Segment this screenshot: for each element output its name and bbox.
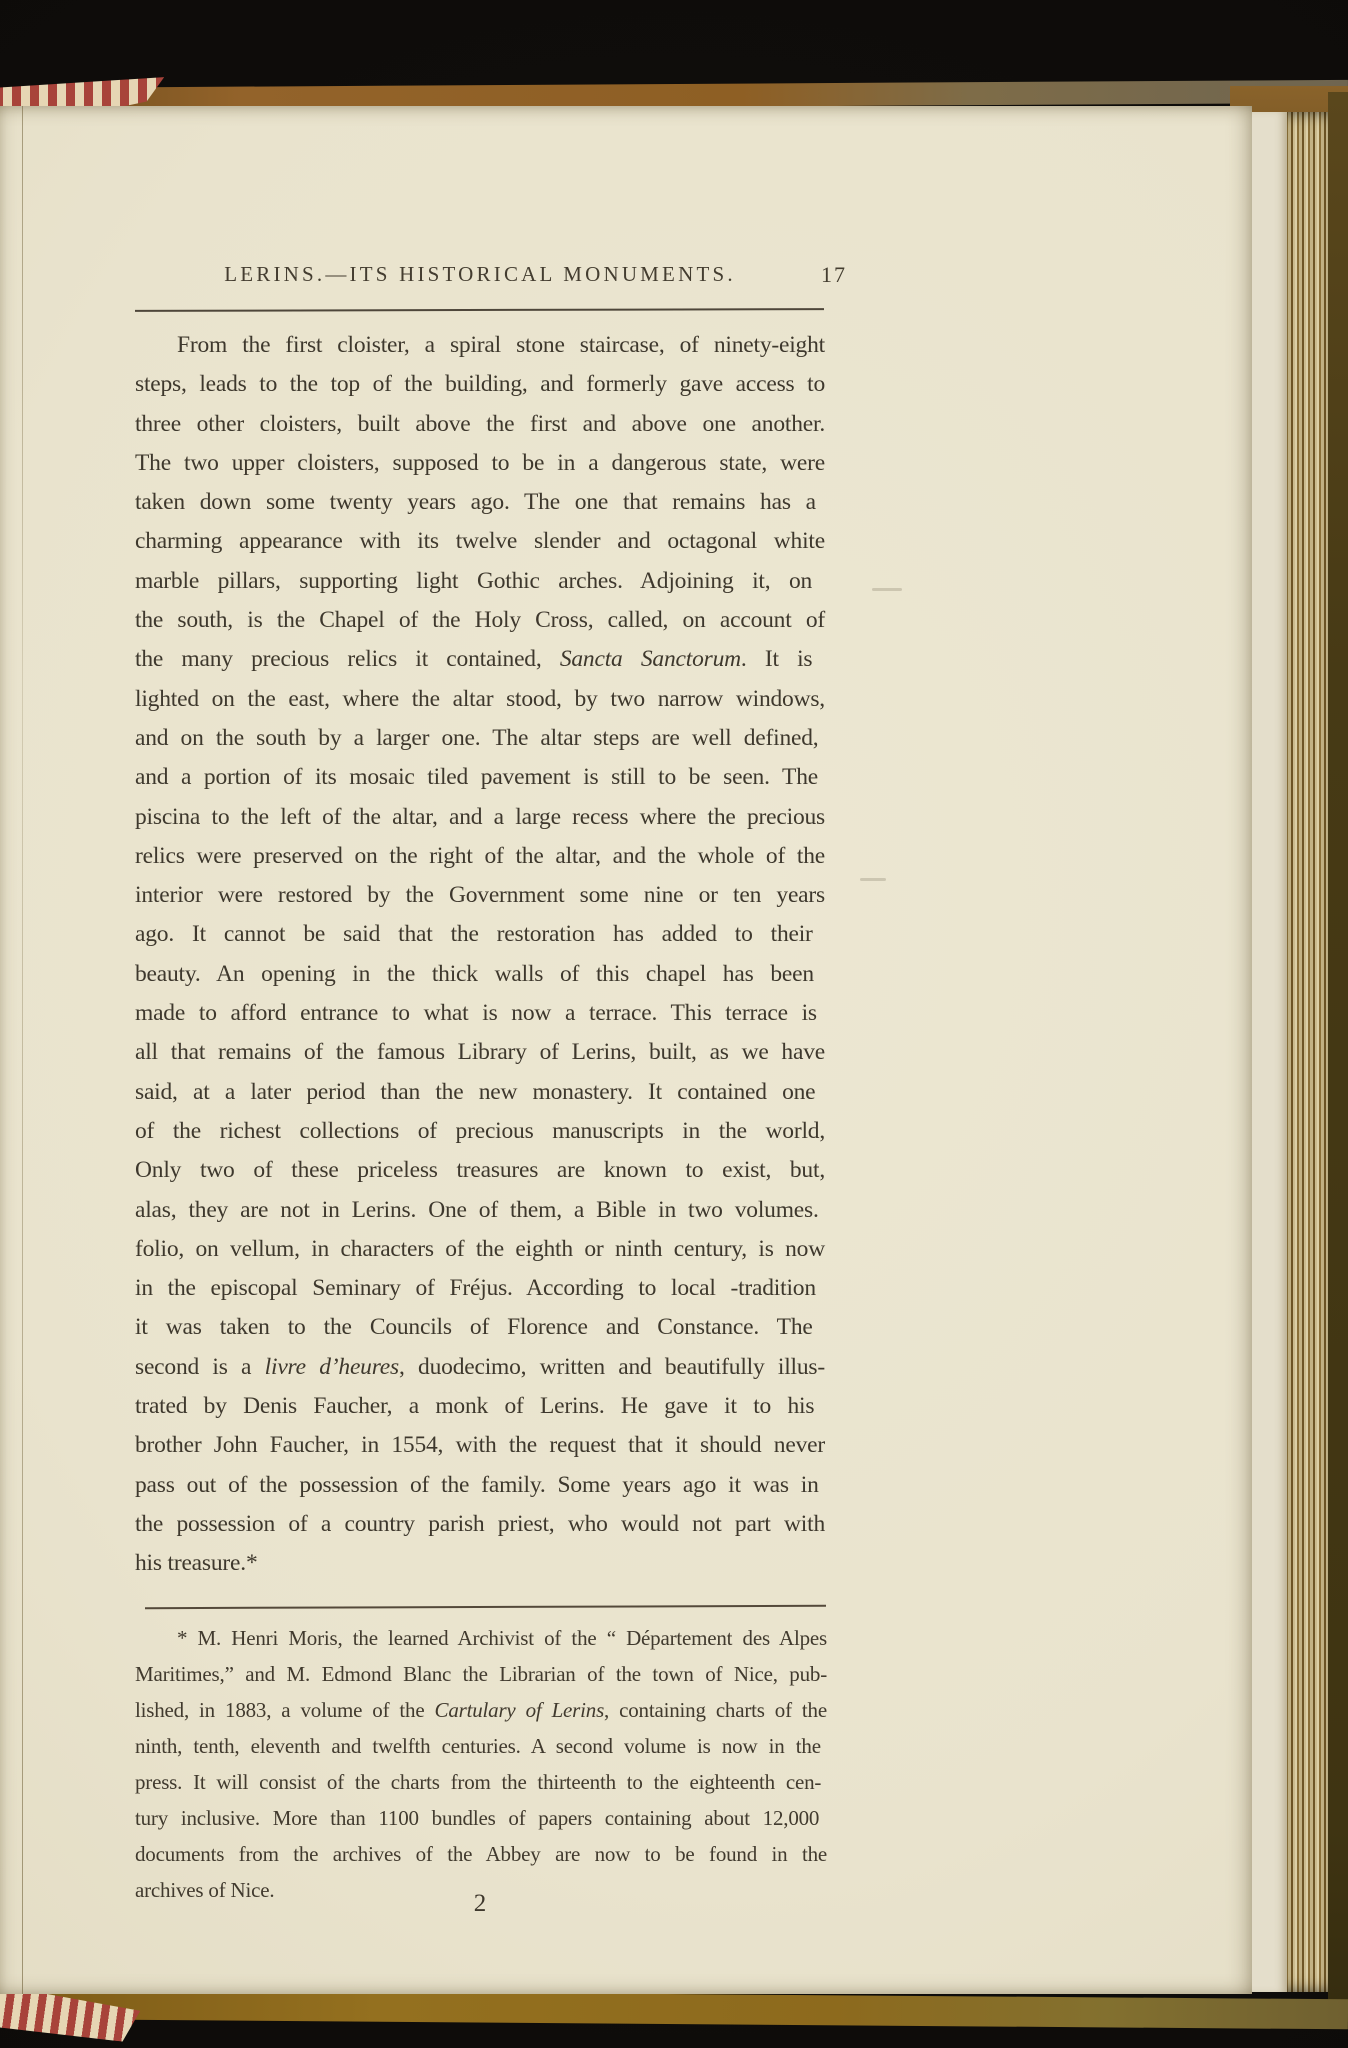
text-line: his treasure.* — [135, 1550, 258, 1577]
gutter-crease — [22, 106, 23, 1994]
text-line: charming appearance with its twelve slender and octagonal white — [135, 528, 825, 555]
footnote-text — [135, 1620, 827, 1908]
text-line: the many precious relics it contained, Sancta Sanctorum. It is — [135, 646, 813, 673]
text-line: taken down some twenty years ago. The one that remains has a — [135, 489, 816, 516]
text-line: marble pillars, supporting light Gothic arches. Adjoining it, on — [135, 567, 813, 594]
text-line: ago. It cannot be said that the restoration has added to their — [135, 921, 813, 948]
text-line: said, at a later period than the new monastery. It contained one — [135, 1078, 816, 1105]
text-line: beauty. An opening in the thick walls of this chapel has been — [135, 960, 814, 987]
text-line: all that remains of the famous Library of Lerins, built, as we have — [135, 1039, 825, 1066]
book-cover-bottom-edge — [0, 1989, 1348, 2030]
text-line: it was taken to the Councils of Florence and Constance. The — [135, 1314, 813, 1341]
body-text — [135, 326, 825, 1584]
text-line: pass out of the possession of the family. Some years ago it was in — [135, 1471, 819, 1498]
text-line: and a portion of its mosaic tiled pavement is still to be seen. The — [135, 764, 818, 791]
text-line: ninth, tenth, eleventh and twelfth centuries. A second volume is now in the — [135, 1734, 821, 1758]
text-line: brother John Faucher, in 1554, with the request that it should never — [135, 1432, 825, 1459]
text-line: documents from the archives of the Abbey are now to be found in the — [135, 1842, 827, 1866]
next-page-edge — [1248, 112, 1287, 1992]
page-number: 17 — [821, 262, 847, 287]
text-line: lished, in 1883, a volume of the Cartulary of Lerins, containing charts of the — [135, 1698, 827, 1722]
text-line: and on the south by a larger one. The altar steps are well defined, — [135, 724, 819, 751]
text-line: Only two of these priceless treasures are known to exist, but, — [135, 1157, 825, 1184]
text-line: From the first cloister, a spiral stone staircase, of ninety-eight — [177, 332, 825, 358]
header-rule — [135, 308, 824, 312]
text-line: three other cloisters, built above the first and above one another. — [135, 410, 825, 437]
text-line: second is a livre d’heures, duodecimo, written and beautifully illus- — [135, 1353, 826, 1380]
running-header-title: LERINS.—ITS HISTORICAL MONUMENTS. — [224, 262, 736, 286]
text-line: relics were preserved on the right of the altar, and the whole of the — [135, 842, 825, 869]
text-line: interior were restored by the Government some nine or ten years — [135, 882, 825, 909]
text-line: tury inclusive. More than 1100 bundles of papers containing about 12,000 — [135, 1806, 820, 1830]
text-line: steps, leads to the top of the building, and formerly gave access to — [135, 371, 825, 398]
footnote-rule — [145, 1605, 826, 1609]
text-line: alas, they are not in Lerins. One of them, a Bible in two volumes. — [135, 1196, 819, 1223]
text-line: The two upper cloisters, supposed to be in a dangerous state, were — [135, 449, 825, 476]
print-bleed-mark — [860, 878, 886, 881]
text-line: the south, is the Chapel of the Holy Cross, called, on account of — [135, 607, 825, 634]
text-line: press. It will consist of the charts from the thirteenth to the eighteenth cen- — [135, 1770, 822, 1794]
text-line: trated by Denis Faucher, a monk of Lerins. He gave it to his — [135, 1393, 815, 1420]
text-line: lighted on the east, where the altar stood, by two narrow windows, — [135, 685, 825, 712]
text-line: made to afford entrance to what is now a terrace. This terrace is — [135, 1000, 817, 1027]
text-line: Maritimes,” and M. Edmond Blanc the Librarian of the town of Nice, pub- — [135, 1662, 827, 1686]
book-page — [0, 106, 1252, 1994]
text-line: the possession of a country parish priest, who would not part with — [135, 1510, 825, 1537]
book-cover-right-edge — [1328, 92, 1348, 2022]
text-line: of the richest collections of precious manuscripts in the world, — [135, 1117, 825, 1144]
text-line: folio, on vellum, in characters of the eighth or ninth century, is now — [135, 1235, 825, 1262]
page-stack-fore-edge — [1284, 112, 1330, 1992]
running-header — [135, 262, 847, 294]
text-line: in the episcopal Seminary of Fréjus. According to local -tradition — [135, 1275, 816, 1302]
text-line: piscina to the left of the altar, and a large recess where the precious — [135, 803, 825, 830]
signature-mark: 2 — [473, 1890, 487, 1917]
text-line: archives of Nice. — [135, 1878, 275, 1902]
print-bleed-mark — [872, 588, 902, 591]
text-line: * M. Henri Moris, the learned Archivist of the “ Département des Alpes — [177, 1626, 827, 1650]
